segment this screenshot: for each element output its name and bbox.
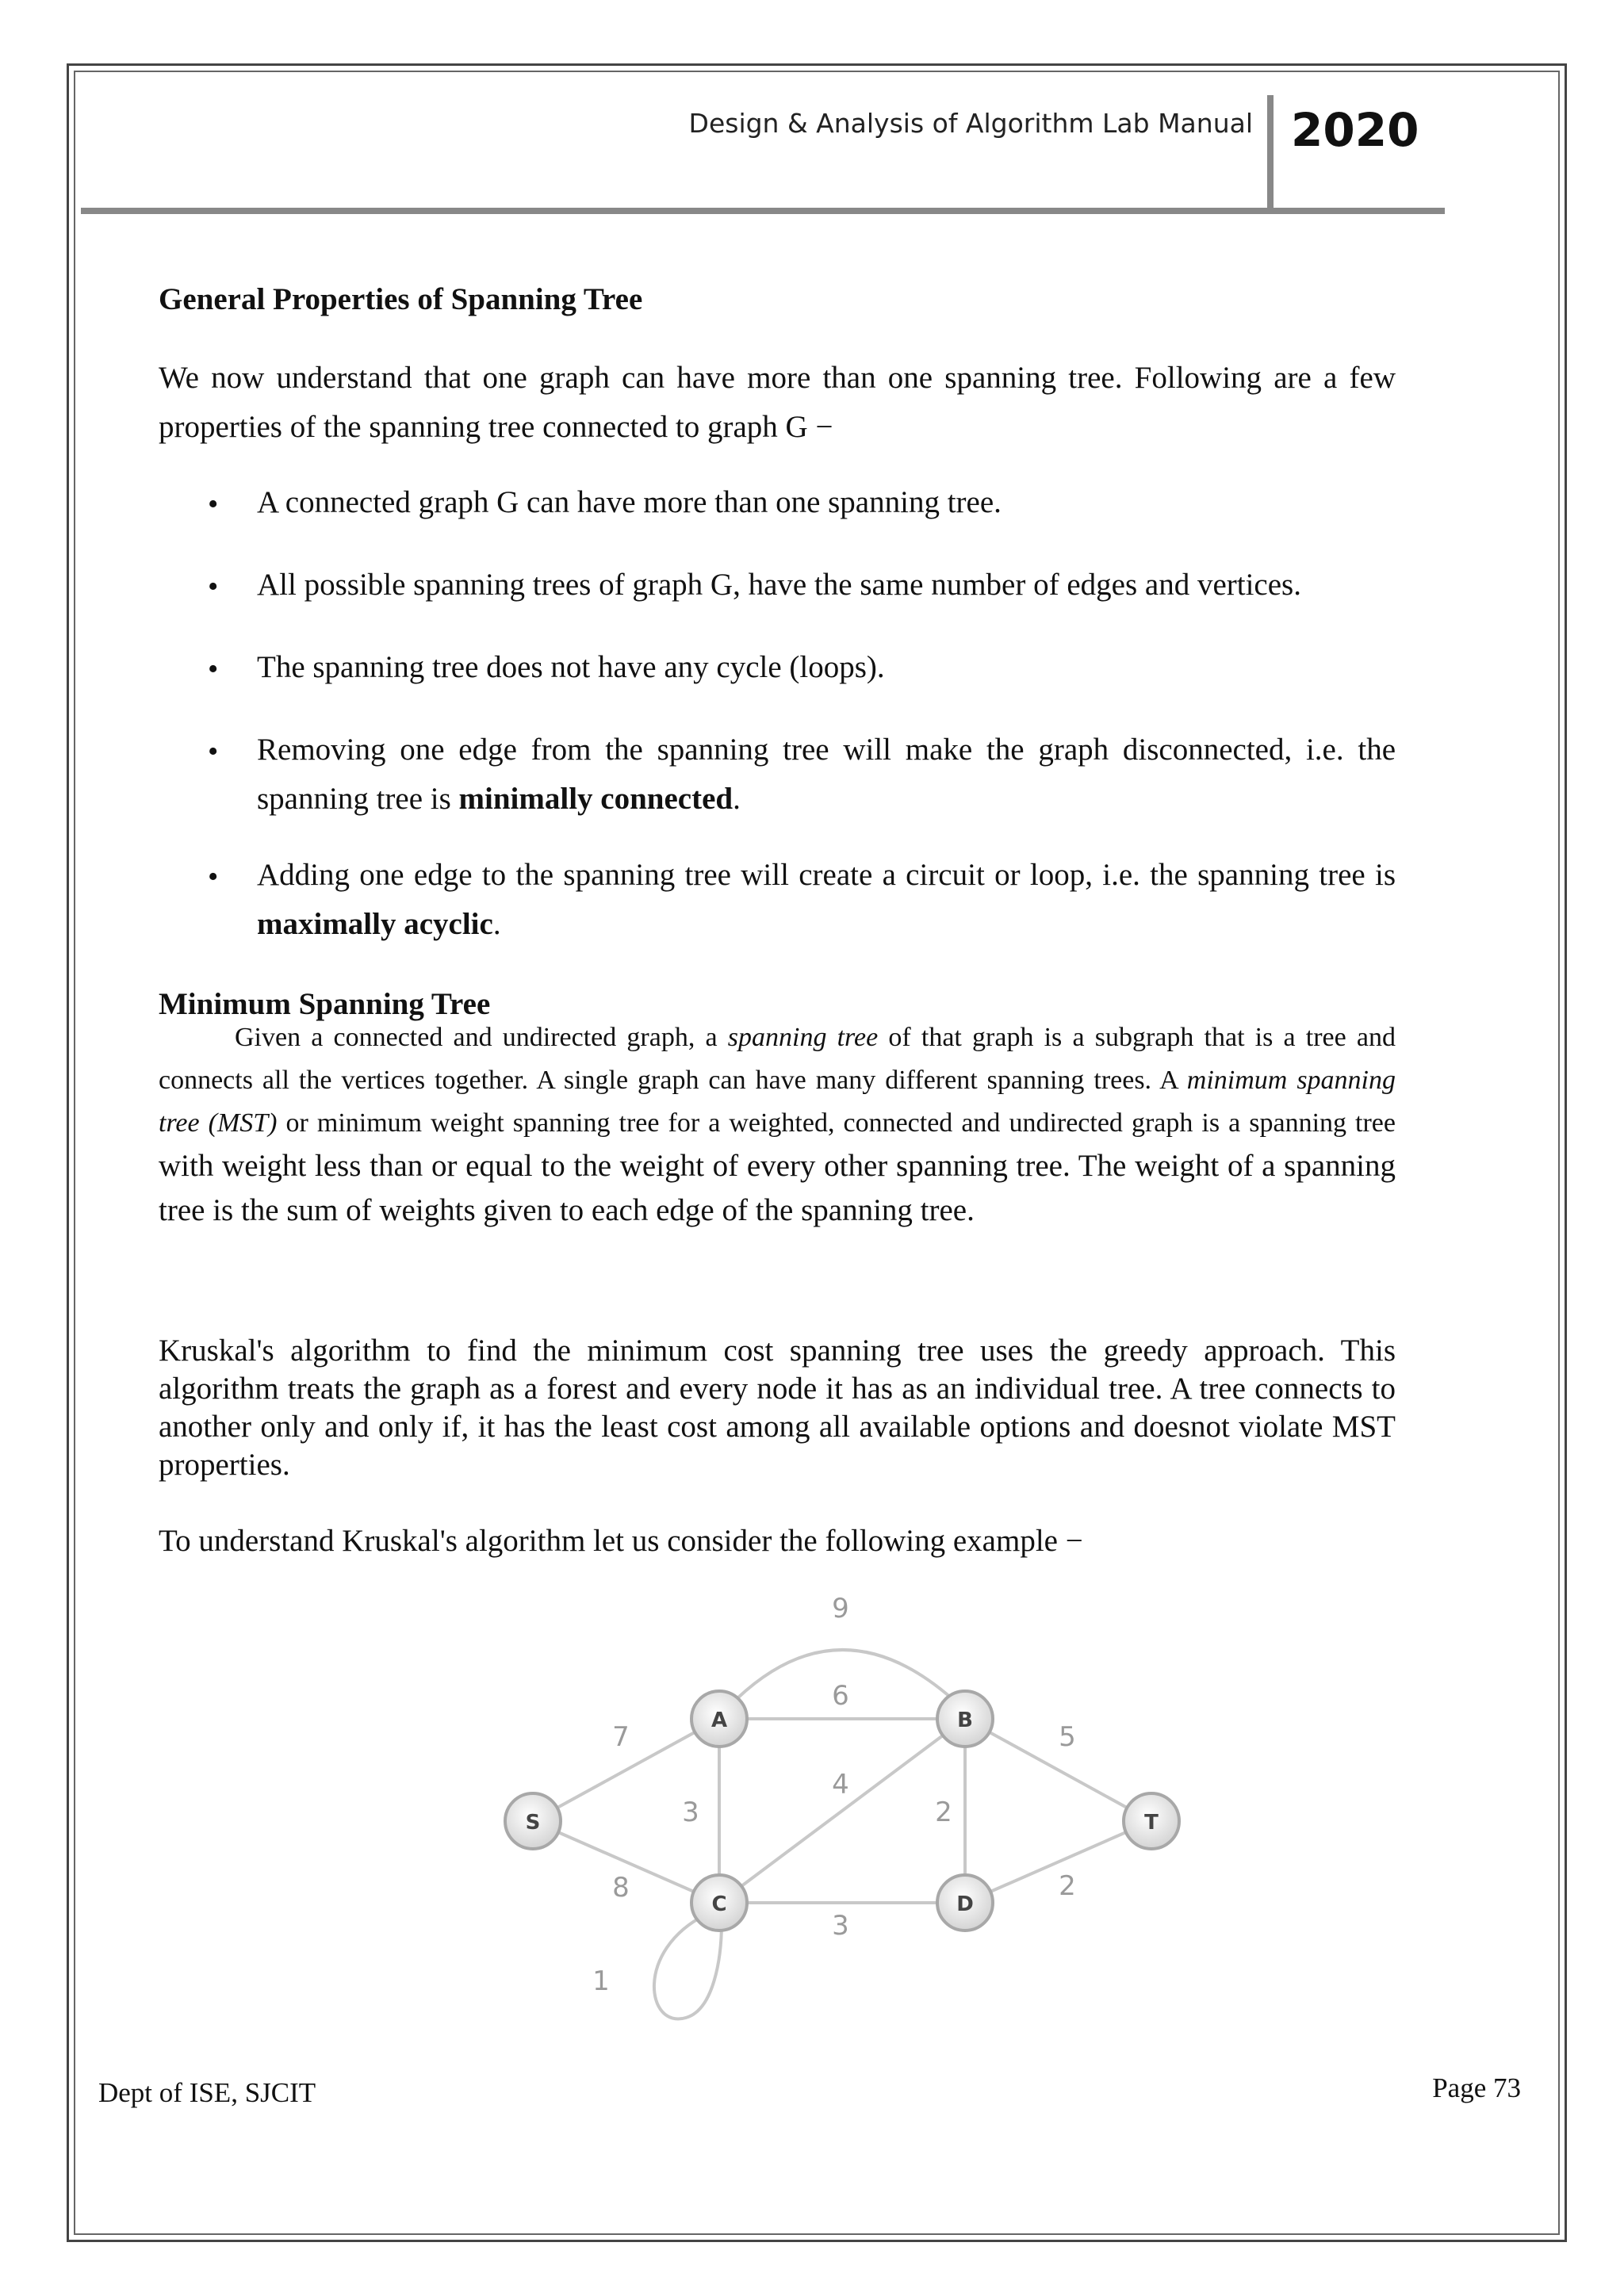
weight-label-bt: 5: [1059, 1721, 1076, 1753]
weight-label-ab-upper: 9: [832, 1593, 849, 1624]
header-divider-vertical: [1267, 95, 1274, 212]
property-item-2: All possible spanning trees of graph G, have the same number of edges and vertices.: [257, 568, 1301, 602]
property-item-4-text: Removing one edge from the spanning tree will make the graph disconnected, i.e. the spanning tree is: [257, 733, 1396, 816]
mst-definition-part-b: of that graph is a subgraph that is a tree and connects all the vertices together. A single graph can have many different spanning trees. A: [159, 1023, 1396, 1095]
property-item-4-end: .: [733, 782, 741, 816]
section-heading-mst: Minimum Spanning Tree: [159, 987, 491, 1021]
weight-label-cd: 3: [832, 1910, 849, 1942]
mst-definition-part-d: with weight less than or equal to the weight of every other spanning tree. The weight of a spanning tree is the sum of weights given to each edge of the spanning tree.: [159, 1149, 1396, 1227]
property-item-1: A connected graph G can have more than one spanning tree.: [257, 485, 1002, 519]
property-item-5-end: .: [492, 907, 501, 941]
header-divider-horizontal: [81, 208, 1445, 214]
bullet-marker: •: [208, 735, 219, 768]
property-item-5: [257, 851, 1396, 949]
section-heading-properties: General Properties of Spanning Tree: [159, 282, 643, 316]
weight-label-cb: 4: [832, 1769, 849, 1800]
kruskal-example-intro: To understand Kruskal's algorithm let us consider the following example −: [159, 1524, 1083, 1558]
property-item-5-text: Adding one edge to the spanning tree will create a circuit or loop, i.e. the spanning tree is: [257, 858, 1396, 892]
bullet-marker: •: [208, 860, 219, 894]
node-label-c: C: [711, 1892, 727, 1916]
weight-label-ac: 3: [682, 1797, 699, 1828]
bullet-marker: •: [208, 488, 219, 521]
edge-c-b: [719, 1719, 965, 1903]
node-label-t: T: [1144, 1811, 1159, 1835]
mst-definition-part-c: or minimum weight spanning tree for a weighted, connected and undirected graph is a spanning tree: [277, 1108, 1396, 1138]
weight-label-bd: 2: [935, 1797, 952, 1828]
bullet-marker: •: [208, 570, 219, 603]
weight-label-ab: 6: [832, 1680, 849, 1712]
footer-page-number: Page 73: [1432, 2072, 1521, 2103]
mst-definition-part-a: Given a connected and undirected graph, a: [235, 1023, 728, 1052]
header-title: Design & Analysis of Algorithm Lab Manual: [688, 108, 1253, 139]
term-minimally-connected: minimally connected: [458, 782, 733, 816]
header-year: 2020: [1291, 103, 1419, 157]
property-item-4: [257, 725, 1396, 824]
node-label-s: S: [525, 1811, 541, 1835]
node-label-b: B: [957, 1709, 973, 1732]
weight-label-cc: 1: [592, 1965, 610, 1997]
properties-intro: We now understand that one graph can have more than one spanning tree. Following are a few properties of the spanning tree connected to graph G −: [159, 361, 1396, 444]
mst-definition: [159, 1016, 1396, 1234]
node-label-a: A: [710, 1709, 728, 1732]
term-spanning-tree: spanning tree: [727, 1023, 879, 1052]
weight-label-sa: 7: [612, 1721, 630, 1753]
kruskal-example-graph: [476, 1586, 1205, 2030]
node-label-d: D: [956, 1892, 974, 1916]
weight-label-sc: 8: [612, 1872, 630, 1904]
property-item-3: The spanning tree does not have any cycle (loops).: [257, 650, 885, 684]
term-maximally-acyclic: maximally acyclic: [257, 907, 493, 941]
term-mst: minimum spanning tree (MST): [159, 1066, 1396, 1138]
kruskal-description: Kruskal's algorithm to find the minimum cost spanning tree uses the greedy approach. This algorithm treats the graph as a forest and every node it has as an individual tree. A tree connects to another only and only if, it has the least cost among all available options and doesnot violate MST properties.: [159, 1334, 1396, 1482]
bullet-marker: •: [208, 652, 219, 686]
footer-department: Dept of ISE, SJCIT: [98, 2077, 316, 2108]
weight-label-dt: 2: [1059, 1870, 1076, 1902]
